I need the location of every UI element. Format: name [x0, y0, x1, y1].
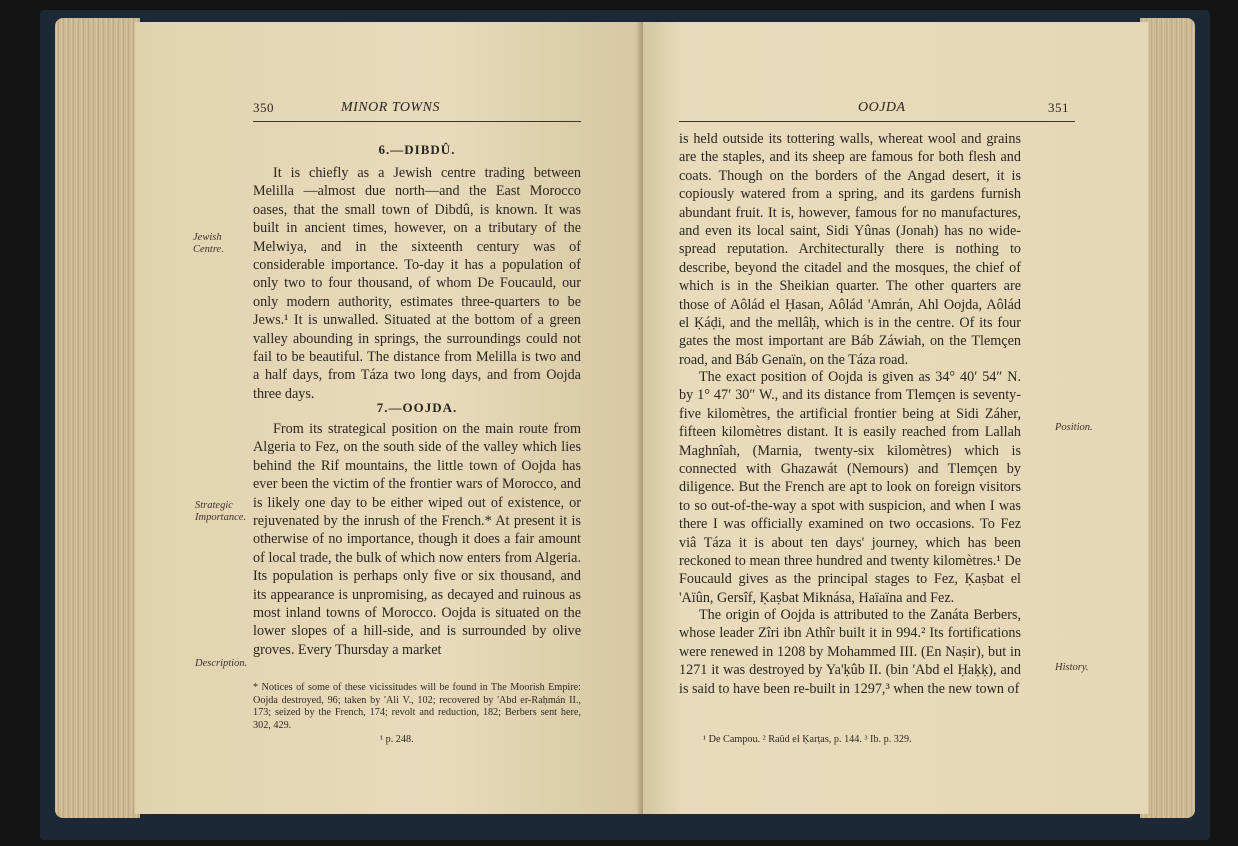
left-running-head: MINOR TOWNS: [341, 100, 440, 115]
page-edges-left: [55, 18, 140, 818]
margin-note-position: Position.: [1055, 422, 1093, 433]
oojda-paragraph: From its strategical position on the main route from Algeria to Fez, on the south side of the valley which lies behind the Rif mountains, the little town of Oojda has ever been the victim of the frontier wars of Morocco, and is likely one day to be either wiped out of existence, or rejuvenated by the inrush of the French.* At present it is otherwise of no importance, though it does a fair amount of local trade, the bulk of which now enters from Algeria. Its population is perhaps only five or six thousand, and its appearance is unpromising, as decayed and ruinous as most inland towns of Morocco. Oojda is situated on the lower slopes of a hill-side, and is surrounded by olive groves. Every Thursday a market: [253, 421, 581, 658]
left-page: [135, 22, 643, 814]
right-paragraph-3: The origin of Oojda is attributed to the Zanáta Berbers, whose leader Zîri ibn Athîr built it in 994.² Its fortifications were renewed in 1208 by Mohammed III. (En Naṣir), but in 1271 it was destroyed by Ya'ḳûb II. (bin 'Abd el Ḥaḳḳ), and is said to have been re-built in 1297,³ when the new town of: [679, 607, 1021, 697]
left-header-rule: [253, 121, 581, 122]
right-page: [643, 22, 1148, 814]
margin-note-description: Description.: [195, 658, 248, 669]
margin-note-history: History.: [1055, 662, 1089, 673]
right-footnotes: ¹ De Campou. ² Raûd el Ḳarṭas, p. 144. ³ Ib. p. 329.: [703, 734, 912, 745]
right-paragraph-1: is held outside its tottering walls, whereat wool and grains are the staples, and its sheep are famous for both flesh and coats. Though on the borders of the Angad desert, it is copiously watered from a spring, and its gardens furnish abundant fruit. It is, however, famous for no manufactures, and even its local saint, Sidi Yûnas (Jonah) has no wide-spread reputation. Architecturally there is nothing to describe, beyond the citadel and the mosques, the chief of which is in the Sheikian quarter. The other quarters are those of Aôlád el Ḥasan, Aôlád 'Amrán, Ahl Oojda, Aôlád el Ḳáḍi, and the mellâḥ, which is in the centre. Of its four gates the most important are Báb Záwiah, on the Tlemçen road, and Báb Genaïn, on the Táza road.: [679, 131, 1021, 368]
footnote-star: * Notices of some of these vicissitudes will be found in The Moorish Empire: Oojda destroyed, 96; taken by 'Ali V., 102; recovered by 'Abd er-Raḥmán II., 173; seized by the French, 174; revolt and reduction, 182; Berbers sent here, 302, 429.: [253, 682, 581, 731]
right-page-number: 351: [1048, 100, 1069, 115]
right-paragraph-2: The exact position of Oojda is given as 34° 40′ 54″ N. by 1° 47′ 30″ W., and its distance from Tlemçen is seventy-five kilomètres, the artificial frontier being at Sidi Záher, fifteen kilomètres distant. It is easily reached from Lallah Maghnîah, (Marnia, twenty-six kilomètres) which is connected with Ghazawát (Nemours) and Tlemçen by diligence. But the French are apt to look on foreign visitors to so out-of-the-way a spot with suspicion, and when I was there I was officially examined on two occasions. To Fez viâ Táza it is about ten days' journey, which has been reckoned to mean three hundred and twenty kilomètres.¹ De Foucauld gives as the principal stages to Fez, Ḳaṣbat el 'Aïûn, Gersîf, Ḳaṣbat Miknása, Haïaïna and Fez.: [679, 369, 1021, 606]
dibdu-paragraph: It is chiefly as a Jewish centre trading between Melilla —almost due north—and the East Morocco oases, that the small town of Dibdû, is known. It was built in ancient times, however, on a tributary of the Melwiya, and in the sixteenth century was of considerable importance. To-day it has a population of only two to four thousand, of whom De Foucauld, our only modern authority, estimates three-quarters to be Jews.¹ It is unwalled. Situated at the bottom of a green valley abounding in springs, the surroundings could not fail to be beautiful. The distance from Melilla is two and a half days, from Táza two long days, and from Oojda three days.: [253, 165, 581, 402]
section-heading-oojda: 7.—OOJDA.: [376, 400, 458, 415]
right-header-rule: [679, 121, 1075, 122]
left-page-number: 350: [253, 100, 274, 115]
footnote-1: ¹ p. 248.: [380, 734, 414, 745]
page-edges-right: [1140, 18, 1195, 818]
right-running-head: OOJDA: [858, 100, 906, 115]
section-heading-dibdu: 6.—DIBDÛ.: [378, 142, 456, 157]
margin-note-jewish-centre: Jewish Centre.: [193, 232, 224, 255]
margin-note-strategic-importance: Strategic Importance.: [195, 500, 247, 523]
